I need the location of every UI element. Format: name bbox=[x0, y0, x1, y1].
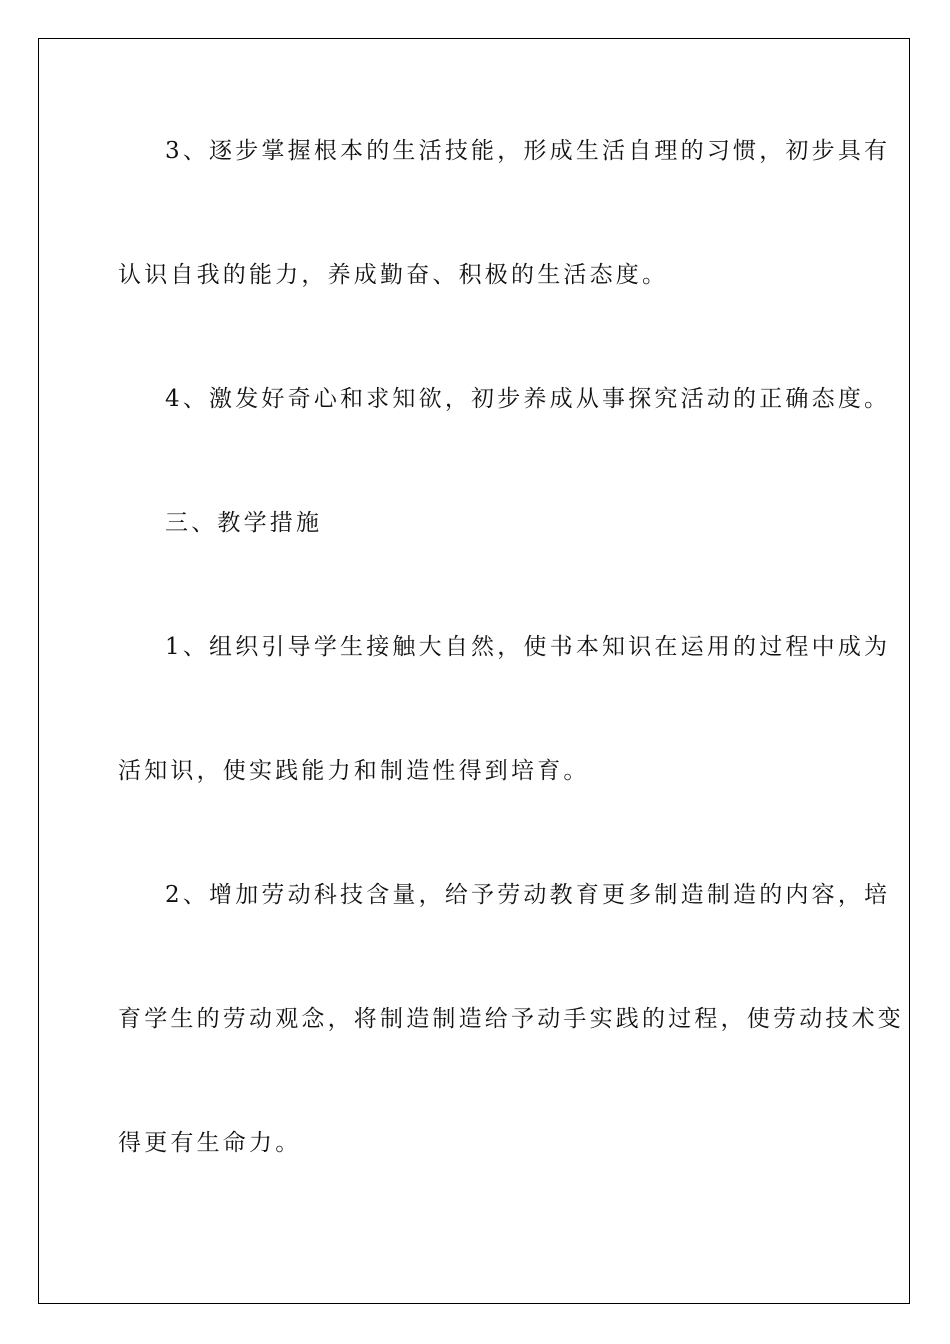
measure-2-line-3: 得更有生命力。 bbox=[118, 1130, 302, 1156]
paragraph-3-line-2: 认识自我的能力，养成勤奋、积极的生活态度。 bbox=[118, 262, 669, 288]
paragraph-3-line-1: 3、逐步掌握根本的生活技能，形成生活自理的习惯，初步具有 bbox=[165, 138, 891, 164]
measure-2-line-1: 2、增加劳动科技含量，给予劳动教育更多制造制造的内容，培 bbox=[165, 882, 891, 908]
measure-2-line-2: 育学生的劳动观念，将制造制造给予动手实践的过程，使劳动技术变 bbox=[118, 1006, 904, 1032]
measure-1-line-2: 活知识，使实践能力和制造性得到培育。 bbox=[118, 758, 590, 784]
page-frame bbox=[38, 38, 910, 1304]
paragraph-4-line-1: 4、激发好奇心和求知欲，初步养成从事探究活动的正确态度。 bbox=[165, 386, 891, 412]
section-heading-teaching-measures: 三、教学措施 bbox=[165, 510, 323, 536]
measure-1-line-1: 1、组织引导学生接触大自然，使书本知识在运用的过程中成为 bbox=[165, 634, 891, 660]
